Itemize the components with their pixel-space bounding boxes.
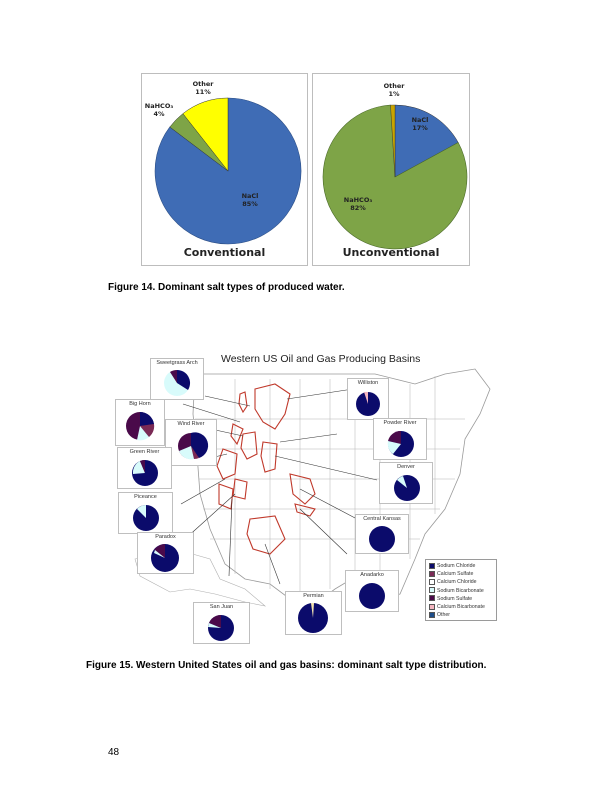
basin-paradox: Paradox bbox=[137, 532, 194, 574]
nacl-label: NaCl 85% bbox=[241, 192, 259, 208]
basin-denver: Denver bbox=[379, 462, 433, 504]
figure-15-caption: Figure 15. Western United States oil and gas basins: dominant salt type distribution. bbox=[86, 660, 487, 671]
nahco3-label: NaHCO₃ 4% bbox=[144, 102, 174, 118]
chart-title: Unconventional bbox=[342, 246, 440, 259]
legend-swatch-icon bbox=[429, 604, 435, 610]
other-label: Other 11% bbox=[192, 80, 214, 96]
legend-item: Calcium Sulfate bbox=[429, 570, 493, 578]
basin-permian: Permian bbox=[285, 591, 342, 635]
basin-green-river: Green River bbox=[117, 447, 172, 489]
legend-swatch-icon bbox=[429, 571, 435, 577]
legend-item: Other bbox=[429, 611, 493, 619]
legend bbox=[425, 559, 497, 621]
basin-wind-river: Wind River bbox=[165, 419, 217, 466]
nacl-label: NaCl 17% bbox=[411, 116, 429, 132]
legend-item: Sodium Bicarbonate bbox=[429, 587, 493, 595]
chart-title: Conventional bbox=[183, 246, 266, 259]
basin-anadarko: Anadarko bbox=[345, 570, 399, 612]
page-number: 48 bbox=[108, 747, 120, 758]
legend-swatch-icon bbox=[429, 563, 435, 569]
legend-item: Calcium Bicarbonate bbox=[429, 603, 493, 611]
basin-big-horn: Big Horn bbox=[115, 399, 165, 446]
legend-swatch-icon bbox=[429, 612, 435, 618]
basin-powder-river: Powder River bbox=[373, 418, 427, 460]
basin-sweetgrass-arch: Sweetgrass Arch bbox=[150, 358, 204, 400]
map-title: Western US Oil and Gas Producing Basins bbox=[221, 353, 421, 365]
nahco3-label: NaHCO₃ 82% bbox=[343, 196, 373, 212]
basin-piceance: Piceance bbox=[118, 492, 173, 534]
figure-14-caption: Figure 14. Dominant salt types of produced water. bbox=[108, 282, 345, 293]
legend-item: Sodium Chloride bbox=[429, 562, 493, 570]
basin-williston: Williston bbox=[347, 378, 389, 420]
other-label: Other 1% bbox=[383, 82, 405, 98]
legend-swatch-icon bbox=[429, 595, 435, 601]
legend-swatch-icon bbox=[429, 587, 435, 593]
legend-item: Calcium Chloride bbox=[429, 578, 493, 586]
unconventional-pie bbox=[313, 74, 469, 265]
legend-swatch-icon bbox=[429, 579, 435, 585]
basin-central-kansas: Central Kansas bbox=[355, 514, 409, 554]
basins-map-figure bbox=[115, 344, 500, 644]
conventional-pie-chart bbox=[141, 73, 308, 266]
basin-san-juan: San Juan bbox=[193, 602, 250, 644]
legend-item: Sodium Sulfate bbox=[429, 595, 493, 603]
unconventional-pie-chart bbox=[312, 73, 470, 266]
